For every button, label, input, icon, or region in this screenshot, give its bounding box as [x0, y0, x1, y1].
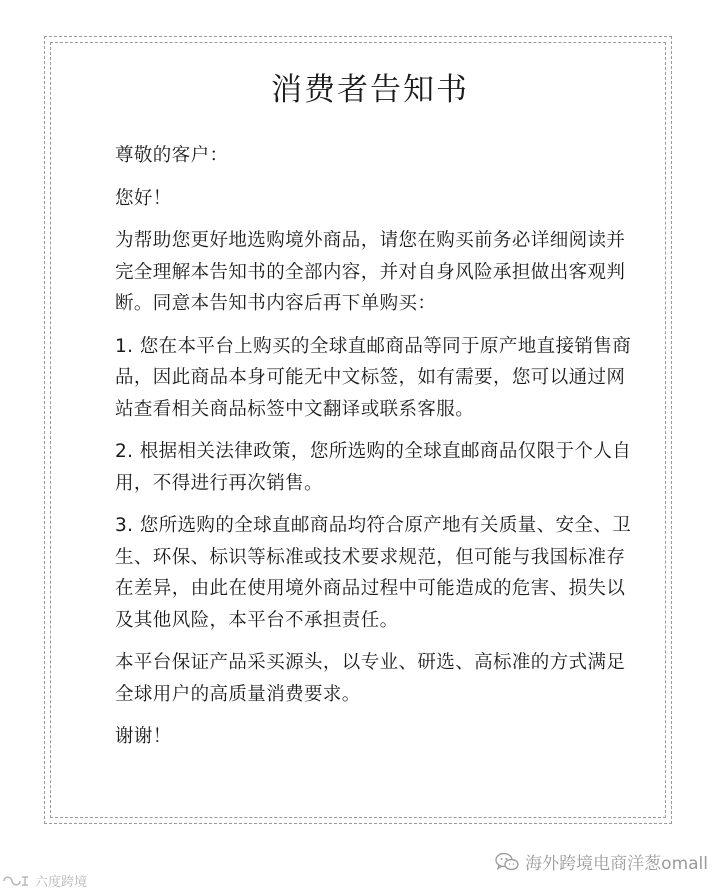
greeting-line: 尊敬的客户： — [115, 145, 229, 166]
wechat-icon — [495, 852, 519, 872]
brand-watermark-text: 六度跨境 — [35, 875, 88, 890]
intro-paragraph: 为帮助您更好地选购境外商品，请您在购买前务必详细阅读并完全理解本告知书的全部内容，并对自身风险承担做出客观判断。同意本告知书内容后再下单购买： — [115, 230, 626, 314]
clause-2: 2. 根据相关法律政策，您所选购的全球直邮商品仅限于个人自用，不得进行再次销售。 — [115, 441, 632, 494]
notice-document — [115, 70, 635, 764]
guarantee-paragraph: 本平台保证产品采买源头，以专业、研选、高标准的方式满足全球用户的高质量消费要求。 — [115, 652, 626, 705]
clause-1: 1. 您在本平台上购买的全球直邮商品等同于原产地直接销售商品，因此商品本身可能无中文标签，如有需要，您可以通过网站查看相关商品标签中文翻译或联系客服。 — [115, 335, 632, 420]
document-title: 消费者告知书 — [271, 72, 469, 108]
clause-3: 3. 您所选购的全球直邮商品均符合原产地有关质量、安全、卫生、环保、标识等标准或技术要求规范，但可能与我国标准存在差异，由此在使用境外商品过程中可能造成的危害、损失以及其他风险，本平台不承担责任。 — [115, 515, 632, 631]
brand-logo-icon — [2, 874, 32, 888]
brand-watermark — [2, 871, 87, 890]
account-watermark — [495, 849, 708, 874]
account-watermark-text: 海外跨境电商洋葱omall — [525, 854, 708, 874]
thanks-line: 谢谢！ — [115, 726, 172, 747]
hello-line: 您好！ — [115, 187, 172, 209]
